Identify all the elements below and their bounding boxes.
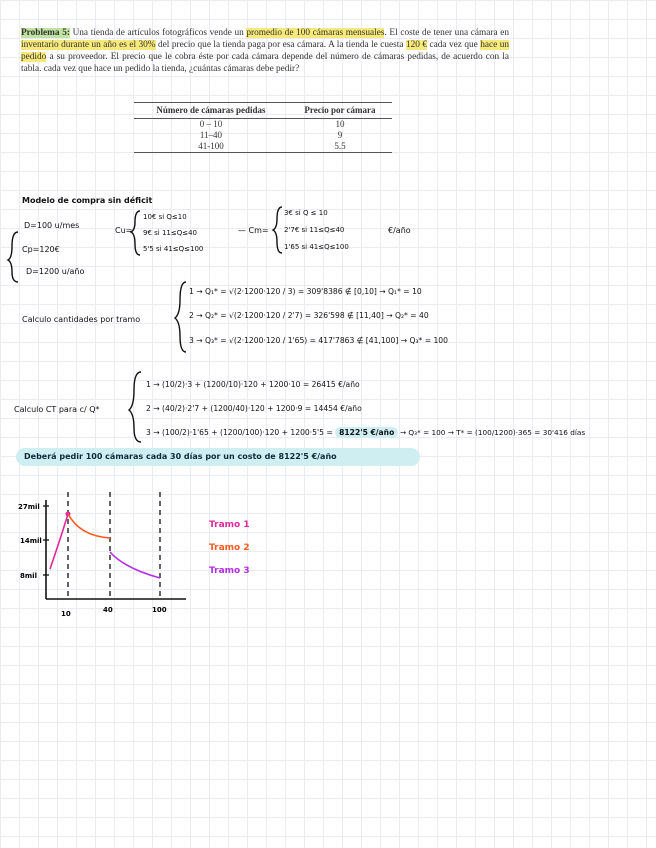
conclusion-banner: Deberá pedir 100 cámaras cada 30 días por un costo de 8122'5 €/año: [16, 448, 420, 466]
x-tick-label: 10: [61, 610, 71, 618]
y-tick-label: 27mil: [18, 503, 40, 511]
holding-cost-case: 1'65 si 41≤Q≤100: [284, 243, 349, 251]
holding-cost-case: 2'7€ si 11≤Q≤40: [284, 226, 345, 234]
table-cell: 0 – 10: [199, 119, 223, 129]
demand-monthly: D=100 u/mes: [24, 221, 80, 230]
brace-given: [8, 232, 18, 282]
unit-cost-label: Cu=: [115, 226, 133, 235]
tramo-2-curve: [68, 514, 110, 538]
quantity-line: 2 → Q₂* = √(2·1200·120 / 2'7) = 326'598 ∉ [11,40] → Q₂* = 40: [189, 311, 429, 320]
quantity-line: 1 → Q₁* = √(2·1200·120 / 3) = 309'8386 ∉ [0,10] → Q₁* = 10: [189, 287, 422, 296]
unit-cost-case: 10€ si Q≤10: [143, 213, 187, 221]
holding-cost-label: — Cm=: [238, 226, 269, 235]
problem-text-4: cada vez que: [427, 40, 481, 50]
brace-cu: [131, 211, 140, 255]
problem-label: Problema 5:: [21, 28, 70, 38]
legend-tramo-1: Tramo 1: [209, 520, 250, 530]
total-cost-line-text: 3 → (100/2)·1'65 + (1200/100)·120 + 1200·5'5 =: [146, 428, 336, 437]
model-title: Modelo de compra sin déficit: [22, 196, 153, 205]
period-calc: → Q₃* = 100 → T* = (100/1200)·365 = 30'416 días: [400, 428, 586, 437]
quantity-line: 3 → Q₃* = √(2·1200·120 / 1'65) = 417'7863 ∉ [41,100] → Q₃* = 100: [189, 336, 448, 345]
cost-sketch-graph: [0, 480, 290, 630]
best-cost: 8122'5 €/año: [335, 427, 398, 438]
x-tick-label: 40: [103, 606, 113, 614]
table-cell: 11–40: [199, 130, 223, 140]
unit-cost-case: 5'5 si 41≤Q≤100: [143, 245, 204, 253]
tramo-3-curve: [110, 552, 160, 578]
unit-cost-case: 9€ si 11≤Q≤40: [143, 229, 198, 237]
table-header: Número de cámaras pedidas: [134, 103, 288, 119]
tramo-1-curve: [50, 514, 68, 569]
table-cell: 41-100: [134, 141, 288, 153]
holding-cost-unit: €/año: [388, 226, 411, 235]
brace-cm: [273, 207, 282, 253]
table-cell: 5.5: [288, 141, 392, 153]
brace-ct: [129, 372, 141, 442]
highlight-order: hace un pedido: [21, 40, 510, 62]
legend-tramo-3: Tramo 3: [209, 566, 250, 576]
legend-tramo-2: Tramo 2: [209, 543, 250, 553]
total-cost-line: 2 → (40/2)·2'7 + (1200/40)·120 + 1200·9 = 14454 €/año: [146, 404, 362, 413]
problem-text-5: a su proveedor. El precio que le cobra éste por cada cámara depende del número de cámaras pedidas, de acuerdo con la tabla. cada vez que hace un pedido la tienda, ¿cuántas cámaras debe pedir?: [21, 52, 509, 74]
y-tick-label: 8mil: [20, 572, 37, 580]
y-tick-label: 14mil: [20, 537, 42, 545]
problem-text-3: del precio que la tienda paga por esa cámara. A la tienda le cuesta: [155, 40, 406, 50]
order-cost: Cp=120€: [22, 245, 60, 254]
total-cost-line: 1 → (10/2)·3 + (1200/10)·120 + 1200·10 = 26415 €/año: [146, 380, 360, 389]
holding-cost-case: 3€ si Q ≤ 10: [284, 209, 328, 217]
x-tick-label: 100: [152, 606, 167, 614]
demand-yearly: D=1200 u/año: [26, 267, 85, 276]
problem-text-1: Una tienda de artículos fotográficos vende un: [69, 28, 247, 38]
highlight-order-cost: 120 €: [405, 40, 428, 50]
table-cell: 10: [335, 119, 345, 129]
table-header: Precio por cámara: [288, 103, 392, 119]
problem-text-2: . El coste de tener una cámara en: [384, 28, 509, 38]
brace-q: [175, 282, 186, 352]
quantities-label: Calculo cantidades por tramo: [22, 315, 141, 324]
total-cost-label: Calculo CT para c/ Q*: [14, 405, 100, 414]
highlight-demand: promedio de 100 cámaras mensuales: [246, 28, 385, 38]
highlight-holding-cost: inventario durante un año es el 30%: [21, 40, 156, 50]
table-cell: 9: [337, 130, 343, 140]
